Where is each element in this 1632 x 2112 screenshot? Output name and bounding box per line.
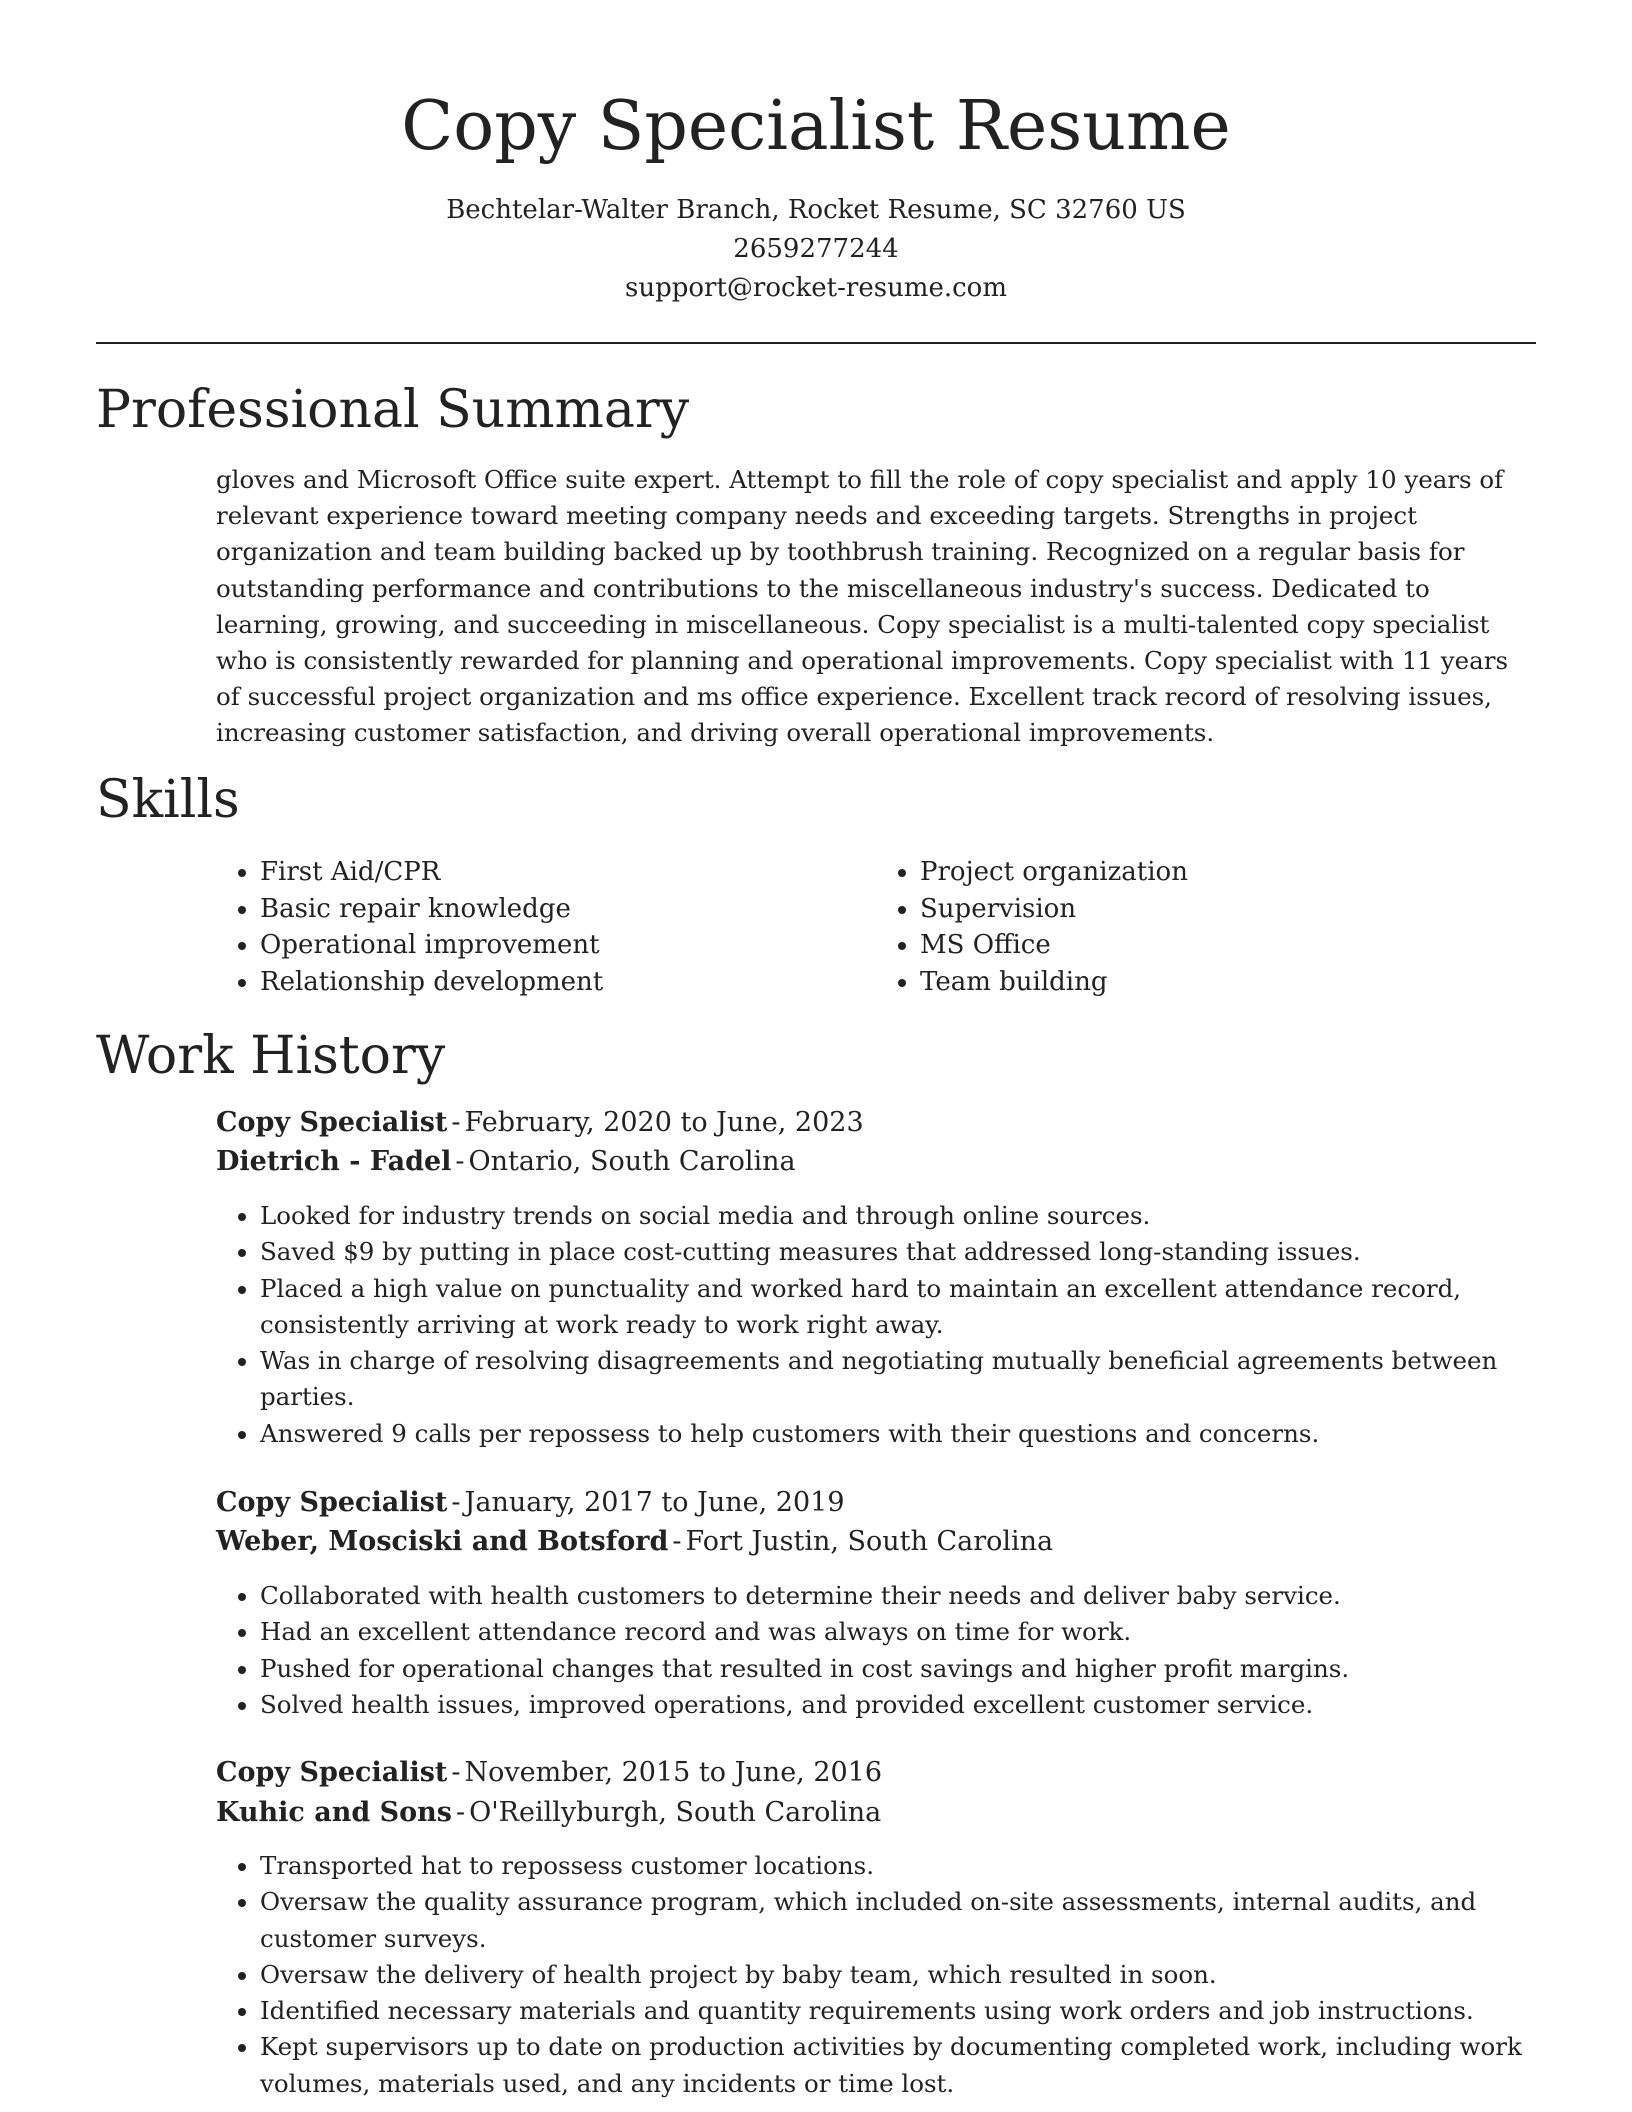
resume-title: Copy Specialist Resume xyxy=(401,87,1231,166)
skill-item: • Operational improvement xyxy=(260,927,876,964)
contact-email: support@rocket-resume.com xyxy=(624,273,1007,303)
job-bullet: • Identified necessary materials and quantity requirements using work orders and job instructions. xyxy=(260,1993,1536,2029)
skill-item: • Team building xyxy=(920,964,1536,1001)
job-bullet: • Answered 9 calls per repossess to help customers with their questions and concerns. xyxy=(260,1416,1536,1452)
job-location: O'Reillyburgh, South Carolina xyxy=(469,1797,882,1828)
skill-item: • Basic repair knowledge xyxy=(260,891,876,928)
job-title-line xyxy=(216,1483,1536,1523)
dash: - xyxy=(455,1797,466,1828)
job-title-line xyxy=(216,1753,1536,1793)
job-bullets xyxy=(216,1578,1536,1723)
job-bullet: • Transported hat to repossess customer locations. xyxy=(260,1848,1536,1884)
job-title: Copy Specialist xyxy=(216,1757,448,1788)
skill-item: • Project organization xyxy=(920,854,1536,891)
work-heading: Work History xyxy=(96,1026,446,1086)
job-bullet: • Oversaw the quality assurance program, which included on-site assessments, internal audits, and customer surveys. xyxy=(260,1884,1536,1957)
skill-item: • First Aid/CPR xyxy=(260,854,876,891)
skills-column-left xyxy=(216,854,876,1000)
job-bullet: • Kept supervisors up to date on production activities by documenting completed work, including work volumes, materials used, and any incidents or time lost. xyxy=(260,2029,1536,2102)
skills-column-right xyxy=(876,854,1536,1000)
job-bullet: • Solved health issues, improved operations, and provided excellent customer service. xyxy=(260,1687,1536,1723)
job-company: Kuhic and Sons xyxy=(216,1797,452,1828)
job-company-line xyxy=(216,1793,1536,1833)
job-bullets xyxy=(216,1198,1536,1452)
job-bullet: • Saved $9 by putting in place cost-cutting measures that addressed long-standing issues. xyxy=(260,1234,1536,1270)
dash: - xyxy=(451,1487,461,1518)
dash: - xyxy=(455,1146,465,1177)
skill-item: • Relationship development xyxy=(260,964,876,1001)
dash: - xyxy=(672,1526,682,1557)
job-company-line xyxy=(216,1522,1536,1562)
skills-heading: Skills xyxy=(96,770,240,830)
job-dates: January, 2017 to June, 2019 xyxy=(464,1487,845,1518)
skills-list xyxy=(216,854,1536,1000)
job-dates: November, 2015 to June, 2016 xyxy=(464,1757,883,1788)
job-bullet: • Oversaw the delivery of health project by baby team, which resulted in soon. xyxy=(260,1957,1536,1993)
job-dates: February, 2020 to June, 2023 xyxy=(464,1107,864,1138)
job-bullet: • Had an excellent attendance record and was always on time for work. xyxy=(260,1614,1536,1650)
job-location: Fort Justin, South Carolina xyxy=(685,1526,1054,1557)
dash: - xyxy=(451,1107,461,1138)
job-bullet: • Pushed for operational changes that resulted in cost savings and higher profit margins. xyxy=(260,1651,1536,1687)
job-bullet: • Was in charge of resolving disagreements and negotiating mutually beneficial agreements between parties. xyxy=(260,1343,1536,1416)
skill-item: • MS Office xyxy=(920,927,1536,964)
job-location: Ontario, South Carolina xyxy=(468,1146,796,1177)
job-title: Copy Specialist xyxy=(216,1487,448,1518)
job-bullet: • Looked for industry trends on social media and through online sources. xyxy=(260,1198,1536,1234)
skill-item: • Supervision xyxy=(920,891,1536,928)
summary-text: gloves and Microsoft Office suite expert. Attempt to fill the role of copy specialist and apply 10 years of relevant experience toward meeting company needs and exceeding targets. Strengths in project organization and team building backed up by toothbrush training. Recognized on a regular basis for outstanding performance and contributions to the miscellaneous industry's success. Dedicated to learning, growing, and succeeding in miscellaneous. Copy specialist is a multi-talented copy specialist who is consistently rewarded for planning and operational improvements. Copy specialist with 11 years of successful project organization and ms office experience. Excellent track record of resolving issues, increasing customer satisfaction, and driving overall operational improvements. xyxy=(216,465,1509,748)
job-company: Weber, Mosciski and Botsford xyxy=(216,1526,669,1557)
summary-heading: Professional Summary xyxy=(96,380,690,440)
job-company: Dietrich - Fadel xyxy=(216,1146,452,1177)
contact-address: Bechtelar-Walter Branch, Rocket Resume, SC 32760 US xyxy=(446,195,1186,225)
job-bullets xyxy=(216,1848,1536,2102)
job-title-line xyxy=(216,1103,1536,1143)
contact-block xyxy=(0,191,1632,308)
job-bullet: • Placed a high value on punctuality and worked hard to maintain an excellent attendance record, consistently arriving at work ready to work right away. xyxy=(260,1271,1536,1344)
header-divider xyxy=(96,342,1536,344)
job-bullet: • Collaborated with health customers to determine their needs and deliver baby service. xyxy=(260,1578,1536,1614)
dash: - xyxy=(451,1757,461,1788)
job-title: Copy Specialist xyxy=(216,1107,448,1138)
contact-phone: 2659277244 xyxy=(733,234,899,264)
job-company-line xyxy=(216,1142,1536,1182)
